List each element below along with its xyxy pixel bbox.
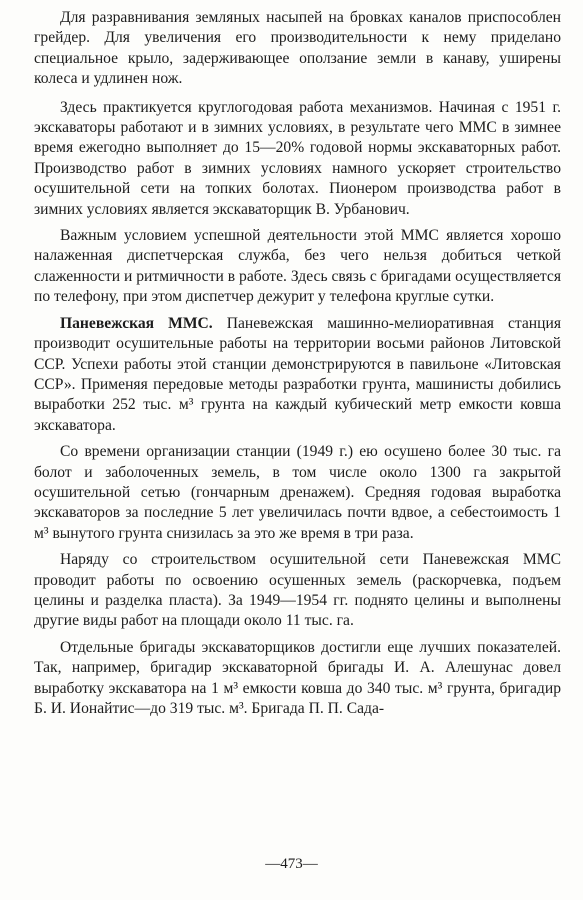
paragraph-grader: Для разравнивания земляных насыпей на бровках каналов приспособлен грейдер. Для увеличения его производительности к нему приделано специальное крыло, задерживающее оползание земли в канаву, уширены колеса и удлинен нож.	[34, 9, 561, 88]
paragraph-dispatch-service: Важным условием успешной деятельности этой ММС является хорошо налаженная диспетчерская служба, без чего нельзя добиться четкой слаженности и ритмичности в работе. Здесь связь с бригадами осуществляется по телефону, при этом диспетчер дежурит у телефона круглые сутки.	[34, 227, 561, 306]
page-number: —473—	[265, 856, 318, 872]
paragraph-winter-work: Здесь практикуется круглогодовая работа механизмов. Начиная с 1951 г. экскаваторы работают и в зимних условиях, в результате чего ММС в зимнее время ежегодно выполняет до 15—20% годовой нормы экскаваторных работ. Производство работ в зимних условиях намного ускоряет строительство осушительной сети на топких болотах. Пионером производства работ в зимних условиях является экскаваторщик В. Урбанович.	[34, 98, 561, 218]
paragraph-panevezys-text: Паневежская машинно-мелиоративная станция производит осушительные работы на территории восьми районов Литовской ССР. Успехи работы этой станции демонстрируются в павильоне «Литовская ССР». Применяя передовые методы разработки грунта, машинисты добились выработки 252 тыс. м³ грунта на каждый кубический метр емкости ковша экскаватора.	[34, 314, 561, 434]
section-heading: Паневежская ММС.	[60, 314, 213, 332]
paragraph-drainage-results: Со времени организации станции (1949 г.) ею осушено более 30 тыс. га болот и заболоченных земель, в том числе около 1300 га закрытой осушительной сетью (гончарным дренажем). Средняя годовая выработка экскаваторов за последние 5 лет увеличилась почти вдвое, а себестоимость 1 м³ вынутого грунта снизилась за это же время в три раза.	[34, 443, 561, 542]
page-number-value: 473	[280, 856, 303, 872]
paragraph-brigades: Отдельные бригады экскаваторщиков достигли еще лучших показателей. Так, например, бригадир экскаваторной бригады И. А. Алешунас довел выработку экскаватора на 1 м³ емкости ковша до 340 тыс. м³ грунта, бригадир Б. И. Ионайтис—до 319 тыс. м³. Бригада П. П. Сада-	[34, 638, 561, 717]
paragraph-panevezys-mms	[34, 314, 561, 436]
paragraph-land-development: Наряду со строительством осушительной сети Паневежская ММС проводит работы по освоению осушенных земель (раскорчевка, подъем целины и разделка пласта). За 1949—1954 гг. поднято целины и выполнены другие виды работ на площади около 11 тыс. га.	[34, 551, 561, 630]
